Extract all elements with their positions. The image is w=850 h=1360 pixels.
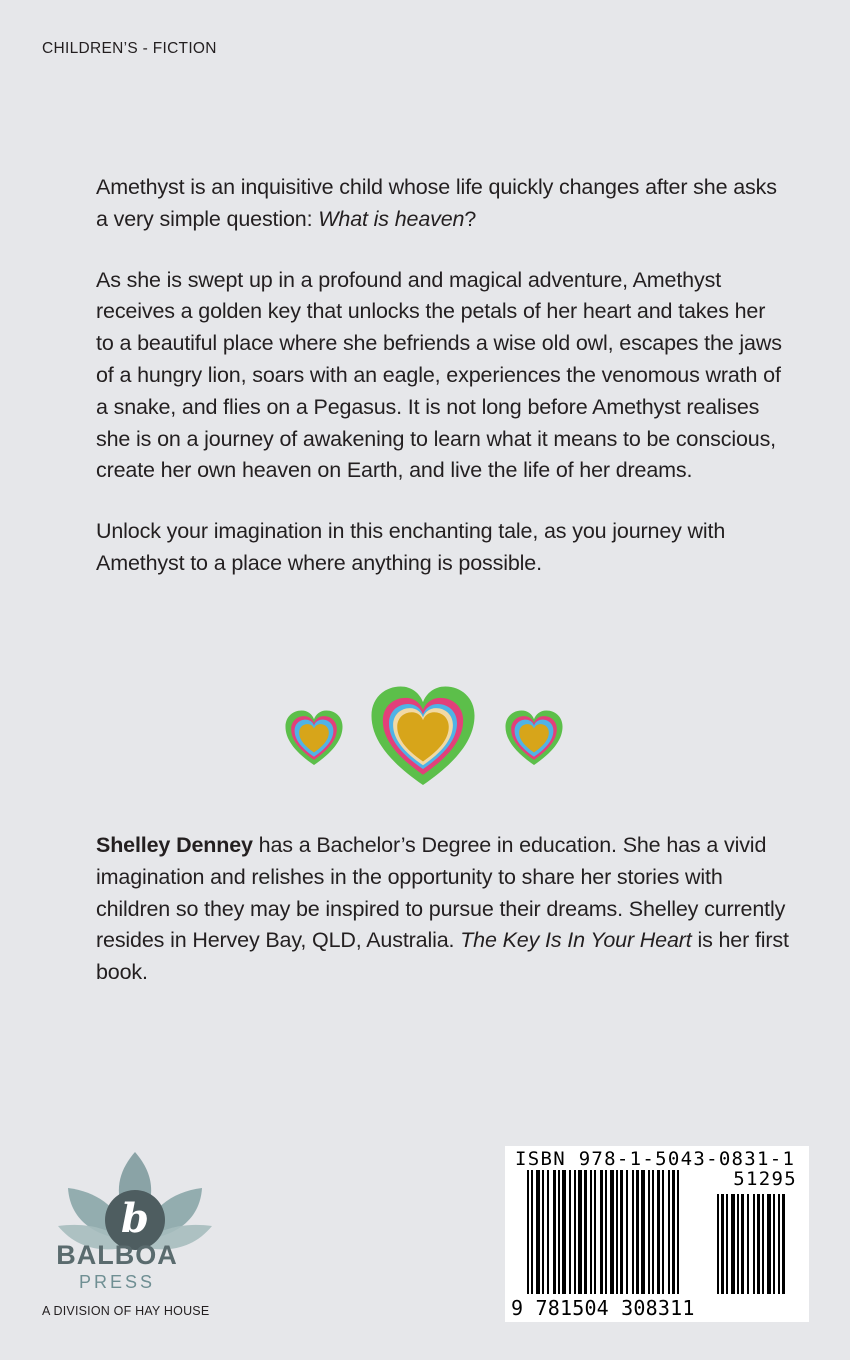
- barcode-bar: [757, 1194, 760, 1294]
- barcode-bar: [562, 1170, 566, 1294]
- svg-text:b: b: [121, 1195, 149, 1242]
- barcode-bar: [737, 1194, 739, 1294]
- barcode-bar: [762, 1194, 764, 1294]
- barcode-bar: [574, 1170, 576, 1294]
- barcode-bar: [569, 1170, 571, 1294]
- barcode-bar: [558, 1170, 560, 1294]
- barcode-bar: [616, 1170, 618, 1294]
- barcode-bar: [721, 1194, 724, 1294]
- barcode-bar: [600, 1170, 603, 1294]
- barcode-bar: [662, 1170, 664, 1294]
- lotus-logo-icon: [40, 1140, 230, 1330]
- publisher-division: A DIVISION OF HAY HOUSE: [42, 1304, 210, 1318]
- barcode-bar: [632, 1170, 634, 1294]
- heart-icon-left: [283, 708, 345, 770]
- barcode-bar: [731, 1194, 735, 1294]
- isbn-number: ISBN 978-1-5043-0831-1: [515, 1148, 796, 1170]
- author-bio: Shelley Denney has a Bachelor’s Degree in education. She has a vivid imagination and relishes in the opportunity to share her stories with children so they may be inspired to pursue their dreams. Shelley currently resides in Hervey Bay, QLD, Australia. The Key Is In Your Heart is her first book.: [96, 833, 789, 985]
- barcode-bar: [782, 1194, 785, 1294]
- barcode-bar: [553, 1170, 556, 1294]
- barcode-bar: [641, 1170, 645, 1294]
- barcode-bar: [594, 1170, 596, 1294]
- heart-icon-center: [364, 682, 482, 794]
- publisher-press: PRESS: [78, 1272, 156, 1292]
- genre-label: CHILDREN’S - FICTION: [42, 40, 217, 57]
- book-title: The Key Is In Your Heart: [460, 928, 692, 953]
- barcode-bar: [657, 1170, 660, 1294]
- addon-barcode-bars-icon: [717, 1194, 799, 1294]
- barcode-bar: [590, 1170, 592, 1294]
- barcode-bar: [726, 1194, 728, 1294]
- barcode-bar: [578, 1170, 582, 1294]
- barcode-bar: [677, 1170, 679, 1294]
- barcode-bar: [536, 1170, 540, 1294]
- barcode-bar: [610, 1170, 614, 1294]
- author-name: Shelley Denney: [96, 833, 253, 857]
- isbn-barcode: [505, 1146, 809, 1322]
- barcode-bar: [605, 1170, 607, 1294]
- barcode-bar: [636, 1170, 639, 1294]
- barcode-bar: [547, 1170, 549, 1294]
- barcode-bar: [542, 1170, 544, 1294]
- barcode-bar: [527, 1170, 529, 1294]
- barcode-bar: [648, 1170, 650, 1294]
- barcode-bar: [626, 1170, 628, 1294]
- barcode-bar: [584, 1170, 587, 1294]
- blurb-paragraph-3: Unlock your imagination in this enchanting tale, as you journey with Amethyst to a place where anything is possible.: [96, 519, 726, 575]
- barcode-bar: [767, 1194, 771, 1294]
- barcode-bar: [747, 1194, 749, 1294]
- back-cover-blurb: [96, 172, 786, 609]
- barcode-bar: [668, 1170, 670, 1294]
- blurb-paragraph-1: Amethyst is an inquisitive child whose life quickly changes after she asks a very simple question: What is heaven?: [96, 175, 777, 231]
- barcode-bar: [778, 1194, 780, 1294]
- barcode-bar: [620, 1170, 623, 1294]
- publisher-name: BALBOA: [56, 1240, 178, 1270]
- barcode-bar: [753, 1194, 755, 1294]
- barcode-bar: [773, 1194, 775, 1294]
- barcode-digits: 9 781504 308311: [511, 1296, 695, 1320]
- blurb-paragraph-2: As she is swept up in a profound and magical adventure, Amethyst receives a golden key that unlocks the petals of her heart and takes her to a beautiful place where she befriends a wise old owl, escapes the jaws of a hungry lion, soars with an eagle, experiences the venomous wrath of a snake, and flies on a Pegasus. It is not long before Amethyst realises she is on a journey of awakening to learn what it means to be conscious, create her own heaven on Earth, and live the life of her dreams.: [96, 267, 782, 483]
- barcode-bar: [672, 1170, 675, 1294]
- barcode-bar: [741, 1194, 744, 1294]
- barcode-bars-icon: [527, 1170, 697, 1294]
- barcode-bar: [717, 1194, 719, 1294]
- hearts-ornament: [280, 680, 570, 800]
- heart-icon-right: [503, 708, 565, 770]
- barcode-bar: [652, 1170, 654, 1294]
- price-code: 51295: [733, 1168, 797, 1190]
- barcode-bar: [531, 1170, 533, 1294]
